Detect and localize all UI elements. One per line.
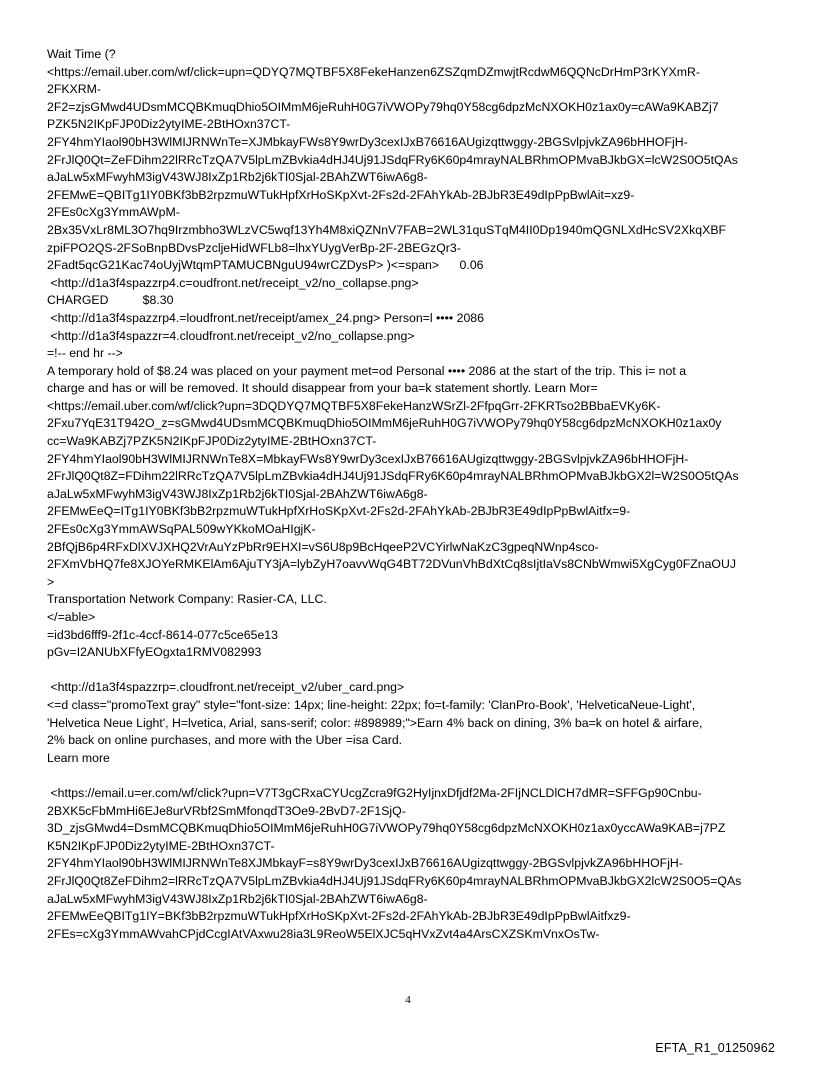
document-body [47, 46, 777, 943]
text-line: 2FEMwEeQBITg1IY=BKf3bB2rpzmuWTukHpfXrHoSKpXvt-2Fs2d-2FAhYkAb-2BJbR3E49dIpPpBwlAitfxz9- [47, 909, 631, 924]
text-line: aJaLw5xMFwyhM3igV43WJ8IxZp1Rb2j6kTI0Sjal-2BAhZWT6iwA6g8- [47, 170, 428, 185]
text-line: 2Fadt5qcG21Kac74oUyjWtqmPTAMUCBNguU94wrCZDysP> )<=span> 0.06 [47, 258, 484, 273]
text-line: pGv=I2ANUbXFfyEOgxta1RMV082993 [47, 645, 262, 660]
text-line: =id3bd6fff9-2f1c-4ccf-8614-077c5ce65e13 [47, 627, 278, 642]
text-line: 2FEMwE=QBITg1IY0BKf3bB2rpzmuWTukHpfXrHoSKpXvt-2Fs2d-2FAhYkAb-2BJbR3E49dIpPpBwlAit=xz9- [47, 187, 635, 202]
text-line: cc=Wa9KABZj7PZK5N2IKpFJP0Diz2ytyIME-2BtHOxn37CT- [47, 434, 377, 449]
text-line: <https://email.u=er.com/wf/click?upn=V7T3gCRxaCYUcgZcra9fG2HyIjnxDfjdf2Ma-2FIjNCLDlCH7dMR=SFFGp90Cnbu- [47, 785, 702, 800]
document-id-stamp: EFTA_R1_01250962 [655, 1041, 775, 1055]
text-line: Transportation Network Company: Rasier-CA, LLC. [47, 592, 327, 607]
text-line: 2F2=zjsGMwd4UDsmMCQBKmuqDhio5OIMmM6jeRuhH0G7iVWOPy79hq0Y58cg6dpzMcNXOKH0z1ax0y=cAWa9KABZj7 [47, 99, 719, 114]
text-line: 2FY4hmYIaol90bH3WlMIJRNWnTe8X=MbkayFWs8Y9wrDy3cexIJxB76616AUgizqttwggy-2BGSvlpjvkZA96bHHOFjH- [47, 451, 689, 466]
text-line: 2FXmVbHQ7fe8XJOYeRMKElAm6AjuTY3jA=lybZyH7oavvWqG4BT72DVunVhBdXtCq8sIjtIaVs8CNbWmwi5XgCyg0FZnaOUJ [47, 557, 737, 572]
text-line: 2Bx35VxLr8ML3O7hq9Irzmbho3WLzVC5wqf13Yh4M8xiQZNnV7FAB=2WL31quSTqM4II0Dp1940mQGNLXdHcSV2XkqXBF [47, 222, 727, 237]
text-line: <http://d1a3f4spazzrp4.c=oudfront.net/receipt_v2/no_collapse.png> [47, 275, 419, 290]
text-line: 2FEs=cXg3YmmAWvahCPjdCcgIAtVAxwu28ia3L9ReoW5ElXJC5qHVxZvt4a4ArsCXZSKmVnxOsTw- [47, 926, 600, 941]
text-line: CHARGED $8.30 [47, 293, 174, 308]
text-line: A temporary hold of $8.24 was placed on your payment met=od Personal •••• 2086 at the start of the trip. This i= not a [47, 363, 687, 378]
text-line: <https://email.uber.com/wf/click?upn=3DQDYQ7MQTBF5X8FekeHanzWSrZl-2FfpqGrr-2FKRTso2BBbaEVKy6K- [47, 398, 661, 413]
text-line: <http://d1a3f4spazzr=4.cloudfront.net/receipt_v2/no_collapse.png> [47, 328, 415, 343]
text-line: =!-- end hr --> [47, 346, 123, 361]
text-line: charge and has or will be removed. It should disappear from your ba=k statement shortly. Learn Mor= [47, 381, 598, 396]
text-line: <http://d1a3f4spazzrp=.cloudfront.net/receipt_v2/uber_card.png> [47, 680, 405, 695]
text-line: 2FY4hmYIaol90bH3WlMIJRNWnTe=XJMbkayFWs8Y9wrDy3cexIJxB76616AUgizqttwggy-2BGSvlpjvkZA96bHHOFjH- [47, 134, 688, 149]
text-line: 2FKXRM- [47, 82, 101, 97]
text-line: <https://email.uber.com/wf/click=upn=QDYQ7MQTBF5X8FekeHanzen6ZSZqmDZmwjtRcdwM6QQNcDrHmP3rKYXmR- [47, 64, 700, 79]
text-line: 2FrJlQ0Qt8Z=FDihm22lRRcTzQA7V5lpLmZBvkia4dHJ4Uj91JSdqFRy6K60p4mrayNALBRhmOPMvaBJkbGX2l=W2S0O5tQAs [47, 469, 739, 484]
text-line: 2BXK5cFbMmHi6EJe8urVRbf2SmMfonqdT3Oe9-2BvD7-2F1SjQ- [47, 803, 406, 818]
text-line: <=d class="promoText gray" style="font-size: 14px; line-height: 22px; fo=t-family: 'ClanPro-Book', 'HelveticaNeue-Light', [47, 697, 696, 712]
text-line: 3D_zjsGMwd4=DsmMCQBKmuqDhio5OIMmM6jeRuhH0G7iVWOPy79hq0Y58cg6dpzMcNXOKH0z1ax0yccAWa9KAB=j7PZ [47, 821, 726, 836]
text-line: 2FrJlQ0Qt8ZeFDihm2=lRRcTzQA7V5lpLmZBvkia4dHJ4Uj91JSdqFRy6K60p4mrayNALBRhmOPMvaBJkbGX2lcW2S0O5=QAs [47, 873, 742, 888]
text-line: 2FrJlQ0Qt=ZeFDihm22lRRcTzQA7V5lpLmZBvkia4dHJ4Uj91JSdqFRy6K60p4mrayNALBRhmOPMvaBJkbGX=lcW2S0O5tQAs [47, 152, 738, 167]
blank-line [47, 767, 777, 785]
text-line: 2FEs0cXg3YmmAWpM- [47, 205, 180, 220]
text-line: 'Helvetica Neue Light', H=lvetica, Arial, sans-serif; color: #898989;">Earn 4% back on dining, 3% ba=k on hotel & airfare, [47, 715, 703, 730]
text-line: 2FEMwEeQ=ITg1IY0BKf3bB2rpzmuWTukHpfXrHoSKpXvt-2Fs2d-2FAhYkAb-2BJbR3E49dIpPpBwlAitfx=9- [47, 504, 631, 519]
text-line: 2Fxu7YqE31T942O_z=sGMwd4UDsmMCQBKmuqDhio5OIMmM6jeRuhH0G7iVWOPy79hq0Y58cg6dpzMcNXOKH0z1ax0y [47, 416, 722, 431]
text-line: Wait Time (? [47, 47, 116, 61]
text-line: 2% back on online purchases, and more with the Uber =isa Card. [47, 733, 403, 748]
text-line: K5N2IKpFJP0Diz2ytyIME-2BtHOxn37CT- [47, 838, 275, 853]
text-line: 2FY4hmYIaol90bH3WlMIJRNWnTe8XJMbkayF=s8Y9wrDy3cexIJxB76616AUgizqttwggy-2BGSvlpjvkZA96bHHOFjH- [47, 856, 683, 871]
text-line: aJaLw5xMFwyhM3igV43WJ8IxZp1Rb2j6kTI0Sjal-2BAhZWT6iwA6g8- [47, 486, 428, 501]
text-line: PZK5N2IKpFJP0Diz2ytyIME-2BtHOxn37CT- [47, 117, 291, 132]
blank-line [47, 662, 777, 680]
text-line: 2BfQjB6p4RFxDlXVJXHQ2VrAuYzPbRr9EHXI=vS6U8p9BcHqeeP2VCYirlwNaKzC3gpeqNWnp4sco- [47, 539, 599, 554]
text-line: aJaLw5xMFwyhM3igV43WJ8IxZp1Rb2j6kTI0Sjal-2BAhZWT6iwA6g8- [47, 891, 428, 906]
text-line: <http://d1a3f4spazzrp4.=loudfront.net/receipt/amex_24.png> Person=l •••• 2086 [47, 310, 484, 325]
text-line: </=able> [47, 610, 96, 624]
text-line: > [47, 574, 55, 589]
text-line: Learn more [47, 750, 110, 765]
page-number: 4 [405, 994, 411, 1006]
text-line: zpiFPO2QS-2FSoBnpBDvsPzcljeHidWFLb8=lhxYUygVerBp-2F-2BEGzQr3- [47, 240, 461, 255]
text-line: 2FEs0cXg3YmmAWSqPAL509wYKkoMOaHIgjK- [47, 522, 316, 537]
